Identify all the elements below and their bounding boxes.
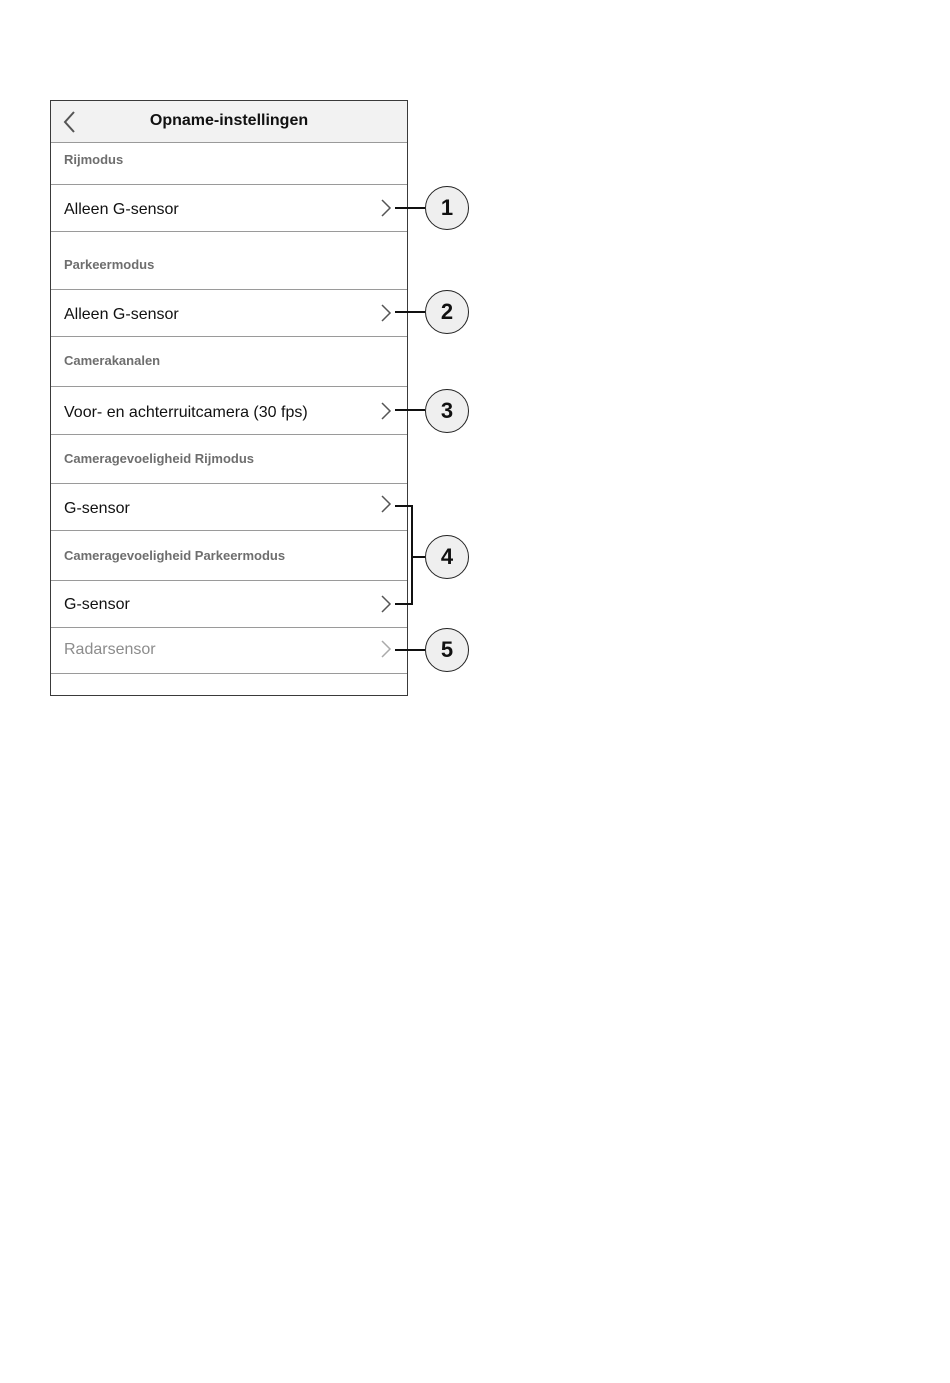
row-value: Radarsensor: [64, 641, 156, 658]
row-parkeermodus[interactable]: [51, 289, 407, 337]
callout-1: 1: [425, 186, 469, 230]
row-rijmodus[interactable]: [51, 184, 407, 232]
row-value: Alleen G-sensor: [64, 306, 179, 323]
chevron-right-icon: [379, 594, 393, 614]
callout-3: 3: [425, 389, 469, 433]
row-camerakanalen[interactable]: [51, 386, 407, 435]
row-gevoeligheid-rijmodus[interactable]: [51, 483, 407, 531]
chevron-right-icon: [379, 303, 393, 323]
row-value: G-sensor: [64, 596, 130, 613]
header-bar: [51, 101, 407, 143]
callout-2: 2: [425, 290, 469, 334]
section-label: Rijmodus: [64, 152, 124, 167]
section-label: Cameragevoeligheid Rijmodus: [64, 451, 254, 466]
section-label: Cameragevoeligheid Parkeermodus: [64, 548, 286, 563]
chevron-right-icon: [379, 401, 393, 421]
section-label: Camerakanalen: [64, 353, 161, 368]
page-title: Opname-instellingen: [149, 112, 309, 129]
row-value: Alleen G-sensor: [64, 201, 179, 218]
row-gevoeligheid-parkeermodus[interactable]: [51, 580, 407, 628]
callout-5: 5: [425, 628, 469, 672]
row-radarsensor[interactable]: [51, 627, 407, 674]
recording-settings-screen: [50, 100, 408, 696]
callout-4: 4: [425, 535, 469, 579]
chevron-right-icon: [379, 198, 393, 218]
row-value: Voor- en achterruitcamera (30 fps): [64, 404, 308, 421]
chevron-right-icon: [379, 639, 393, 659]
chevron-right-icon: [379, 494, 393, 514]
row-value: G-sensor: [64, 500, 130, 517]
section-label: Parkeermodus: [64, 257, 155, 272]
